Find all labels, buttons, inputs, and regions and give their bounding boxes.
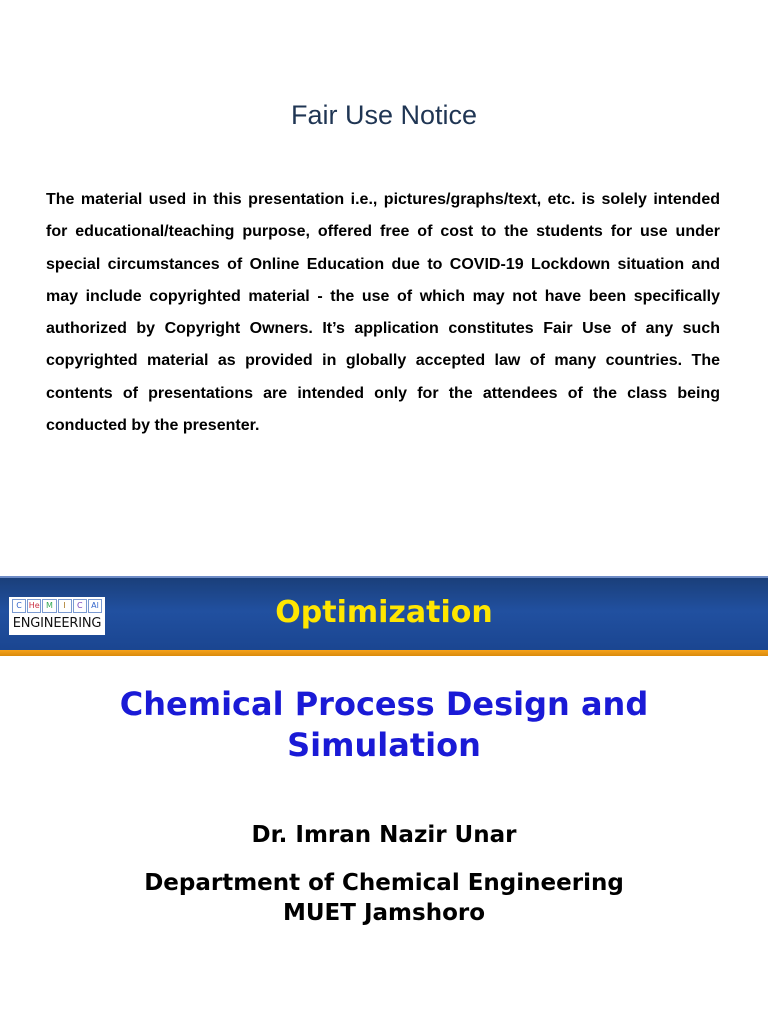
- logo-tile: I: [58, 599, 72, 613]
- notice-body: The material used in this presentation i.e., pictures/graphs/text, etc. is solely intended for educational/teaching purpose, offered free of cost to the students for use under special circumstances of Online Education due to COVID-19 Lockdown situation and may include copyrighted material - the use of which may not have been specifically authorized by Copyright Owners. It’s application constitutes Fair Use of any such copyrighted material as provided in globally accepted law of many countries. The contents of presentations are intended only for the attendees of the class being conducted by the presenter.: [46, 191, 720, 435]
- department-name: Department of Chemical Engineering: [144, 870, 624, 896]
- logo-tile: M: [42, 599, 56, 613]
- logo-wordmark: ENGINEERING: [12, 616, 102, 631]
- title-slide: [0, 576, 768, 1024]
- course-title: Chemical Process Design and Simulation: [119, 685, 649, 764]
- department-block: [0, 868, 768, 928]
- logo-tile: Al: [88, 599, 102, 613]
- title-banner: [0, 576, 768, 652]
- logo-tile: He: [27, 599, 41, 613]
- logo-tile: C: [12, 599, 26, 613]
- logo-tile: C: [73, 599, 87, 613]
- notice-title: Fair Use Notice: [290, 100, 478, 130]
- university-name: MUET Jamshoro: [282, 900, 486, 926]
- banner-accent-stripe: [0, 650, 768, 656]
- banner-title: Optimization: [275, 595, 493, 630]
- presenter-name: Dr. Imran Nazir Unar: [251, 822, 517, 848]
